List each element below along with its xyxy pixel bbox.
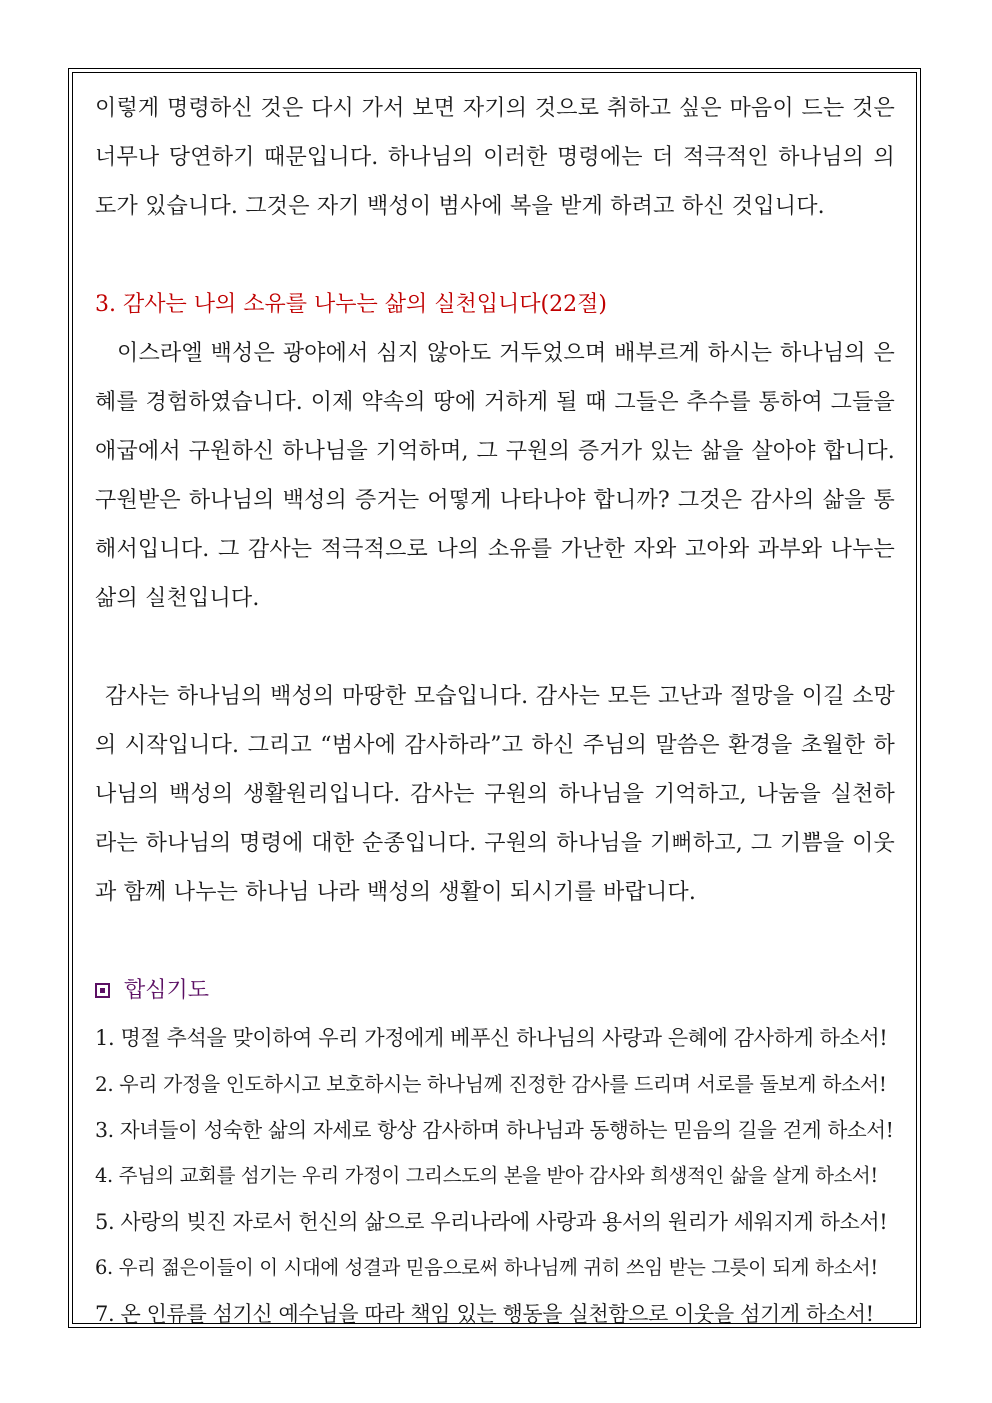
prayer-item: 1. 명절 추석을 맞이하여 우리 가정에게 베푸신 하나님의 사랑과 은혜에 감사하게 하소서! xyxy=(95,1026,888,1050)
intro-paragraph: 이렇게 명령하신 것은 다시 가서 보면 자기의 것으로 취하고 싶은 마음이 드는 것은 너무나 당연하기 때문입니다. 하나님의 이러한 명령에는 더 적극적인 하나님의 의도가 있습니다. 그것은 자기 백성이 범사에 복을 받게 하려고 하신 것입니다. xyxy=(95,96,895,219)
document-body xyxy=(95,84,895,1337)
spacer xyxy=(95,917,895,966)
square-bullet-icon xyxy=(95,983,110,998)
prayer-item: 3. 자녀들이 성숙한 삶의 자세로 항상 감사하며 하나님과 동행하는 믿음의 길을 걷게 하소서! xyxy=(95,1118,894,1142)
prayer-heading-label: 합심기도 xyxy=(124,978,210,1003)
spacer xyxy=(95,623,895,672)
spacer xyxy=(95,231,895,280)
prayer-item: 5. 사랑의 빚진 자로서 헌신의 삶으로 우리나라에 사랑과 용서의 원리가 세워지게 하소서! xyxy=(95,1210,888,1234)
prayer-item: 6. 우리 젊은이들이 이 시대에 성결과 믿음으로써 하나님께 귀히 쓰임 받는 그릇이 되게 하소서! xyxy=(95,1256,878,1279)
prayer-heading xyxy=(95,966,895,1015)
section-3-heading: 3. 감사는 나의 소유를 나누는 삶의 실천입니다(22절) xyxy=(95,292,607,317)
prayer-list xyxy=(95,1015,895,1337)
section-3-paragraph-1: 이스라엘 백성은 광야에서 심지 않아도 거두었으며 배부르게 하시는 하나님의 은혜를 경험하였습니다. 이제 약속의 땅에 거하게 될 때 그들은 추수를 통하여 그들을 애굽에서 구원하신 하나님을 기억하며, 그 구원의 증거가 있는 삶을 살아야 합니다. 구원받은 하나님의 백성의 증거는 어떻게 나타나야 합니까? 그것은 감사의 삶을 통해서입니다. 그 감사는 적극적으로 나의 소유를 가난한 자와 고아와 과부와 나누는 삶의 실천입니다. xyxy=(95,341,895,611)
prayer-item: 7. 온 인류를 섬기신 예수님을 따라 책임 있는 행동을 실천함으로 이웃을 섬기게 하소서! xyxy=(95,1302,874,1326)
prayer-item: 2. 우리 가정을 인도하시고 보호하시는 하나님께 진정한 감사를 드리며 서로를 돌보게 하소서! xyxy=(95,1072,887,1096)
section-3-paragraph-2: 감사는 하나님의 백성의 마땅한 모습입니다. 감사는 모든 고난과 절망을 이길 소망의 시작입니다. 그리고 “범사에 감사하라”고 하신 주님의 말씀은 환경을 초월한 하나님의 백성의 생활원리입니다. 감사는 구원의 하나님을 기억하고, 나눔을 실천하라는 하나님의 명령에 대한 순종입니다. 구원의 하나님을 기뻐하고, 그 기쁨을 이웃과 함께 나누는 하나님 나라 백성의 생활이 되시기를 바랍니다. xyxy=(95,684,895,905)
prayer-item: 4. 주님의 교회를 섬기는 우리 가정이 그리스도의 본을 받아 감사와 희생적인 삶을 살게 하소서! xyxy=(95,1164,878,1187)
